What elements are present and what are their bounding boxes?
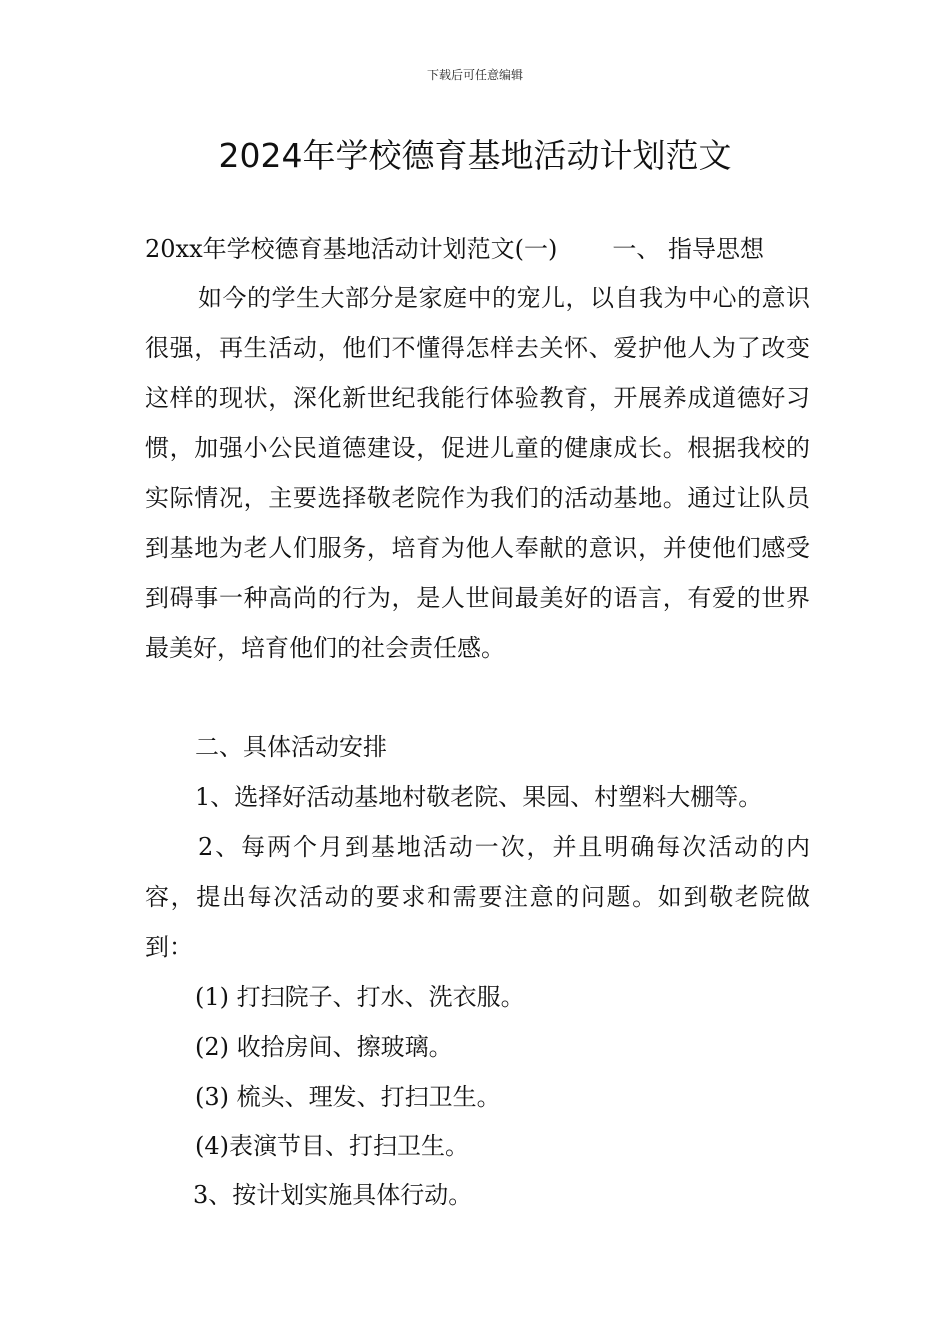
sub-item-2: (2) 收拾房间、擦玻璃。 [195,1033,453,1061]
document-title: 2024年学校德育基地活动计划范文 [218,136,732,175]
sub-item-1: (1) 打扫院子、打水、洗衣服。 [195,983,525,1011]
header-note: 下载后可任意编辑 [426,68,523,82]
intro-line: 20xx年学校德育基地活动计划范文(一) [145,235,558,263]
section1-heading: 一、 指导思想 [612,235,764,263]
section1-body: 如今的学生大部分是家庭中的宠儿，以自我为中心的意识很强，再生活动，他们不懂得怎样去关怀、爱护他人为了改变这样的现状，深化新世纪我能行体验教育，开展养成道德好习惯，加强小公民道德建设，促进儿童的健康成长。根据我校的实际情况，主要选择敬老院作为我们的活动基地。通过让队员到基地为老人们服务，培育为他人奉献的意识，并使他们感受到碍事一种高尚的行为，是人世间最美好的语言，有爱的世界最美好，培育他们的社会责任感。 [145,284,810,662]
sub-item-3: (3) 梳头、理发、打扫卫生。 [195,1083,501,1111]
list-item-2: 2、每两个月到基地活动一次，并且明确每次活动的内容，提出每次活动的要求和需要注意的问题。如到敬老院做到： [145,833,810,961]
list-item-3: 3、按计划实施具体行动。 [193,1181,473,1209]
sub-item-4: (4)表演节目、打扫卫生。 [195,1132,469,1160]
intro-line-row [145,224,825,274]
section2-heading: 二、具体活动安排 [195,733,387,761]
list-item-1: 1、选择好活动基地村敬老院、果园、村塑料大棚等。 [195,783,763,811]
